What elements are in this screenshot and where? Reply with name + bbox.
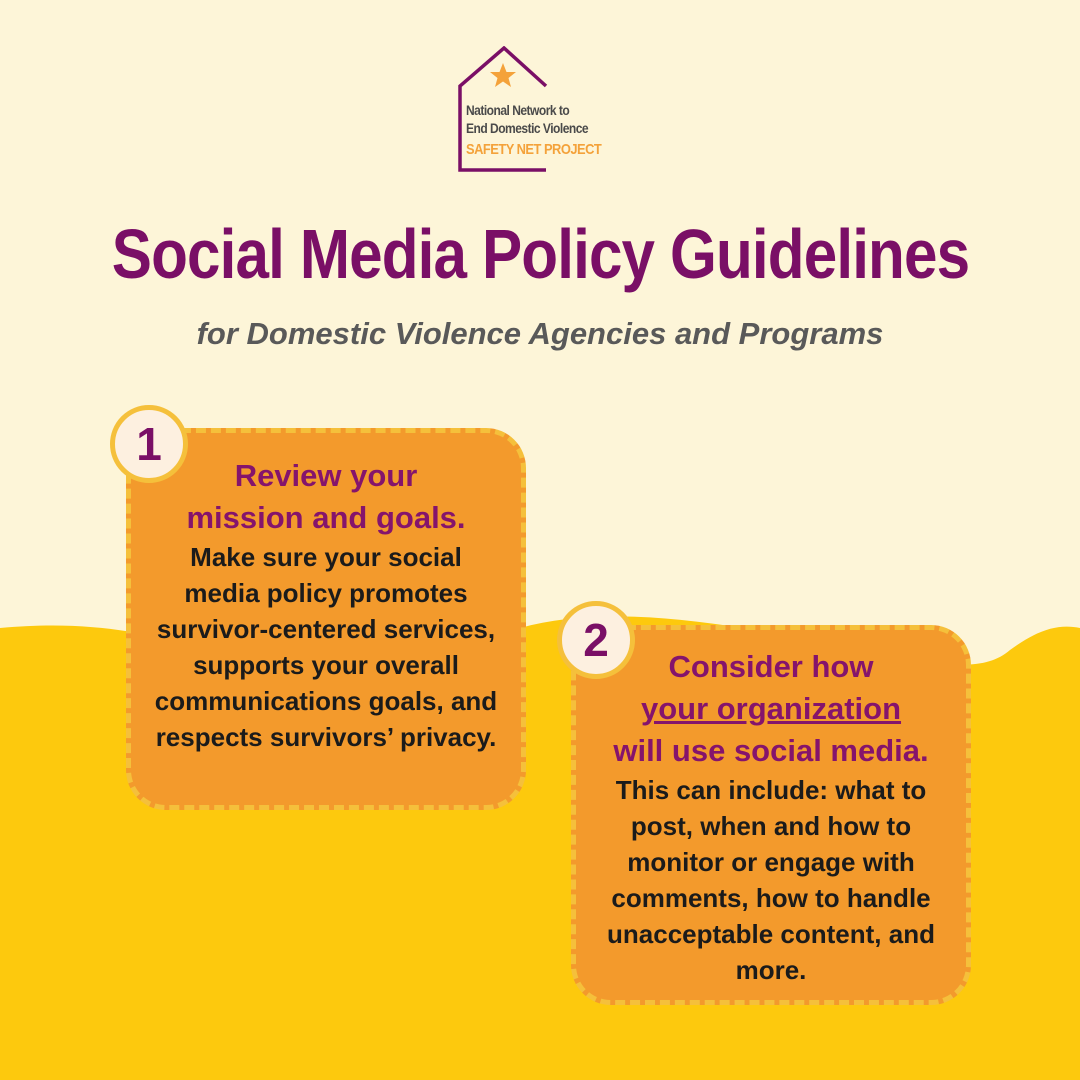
logo-line-2: End Domestic Violence xyxy=(466,120,589,136)
page-subtitle: for Domestic Violence Agencies and Programs xyxy=(196,316,884,351)
logo xyxy=(458,46,628,172)
page-title: Social Media Policy Guidelines xyxy=(111,215,969,293)
logo-line-1: National Network to xyxy=(466,102,570,118)
step-card-2 xyxy=(571,625,971,1005)
step-2-body: This can include: what to post, when and how to monitor or engage with comments, how to handle unacceptable content, and more. xyxy=(607,775,935,985)
step-2-number-badge: 2 xyxy=(557,601,635,679)
step-1-body: Make sure your social media policy promotes survivor-centered services, supports your overall communications goals, and respects survivors’ privacy. xyxy=(154,542,498,752)
star-icon xyxy=(490,63,516,87)
logo-line-3: SAFETY NET PROJECT xyxy=(466,141,602,158)
step-2-heading: Consider how your organization will use social media. xyxy=(613,649,929,768)
step-1-heading: Review your mission and goals. xyxy=(186,458,466,535)
step-1-number-badge: 1 xyxy=(110,405,188,483)
step-card-1 xyxy=(126,428,526,810)
